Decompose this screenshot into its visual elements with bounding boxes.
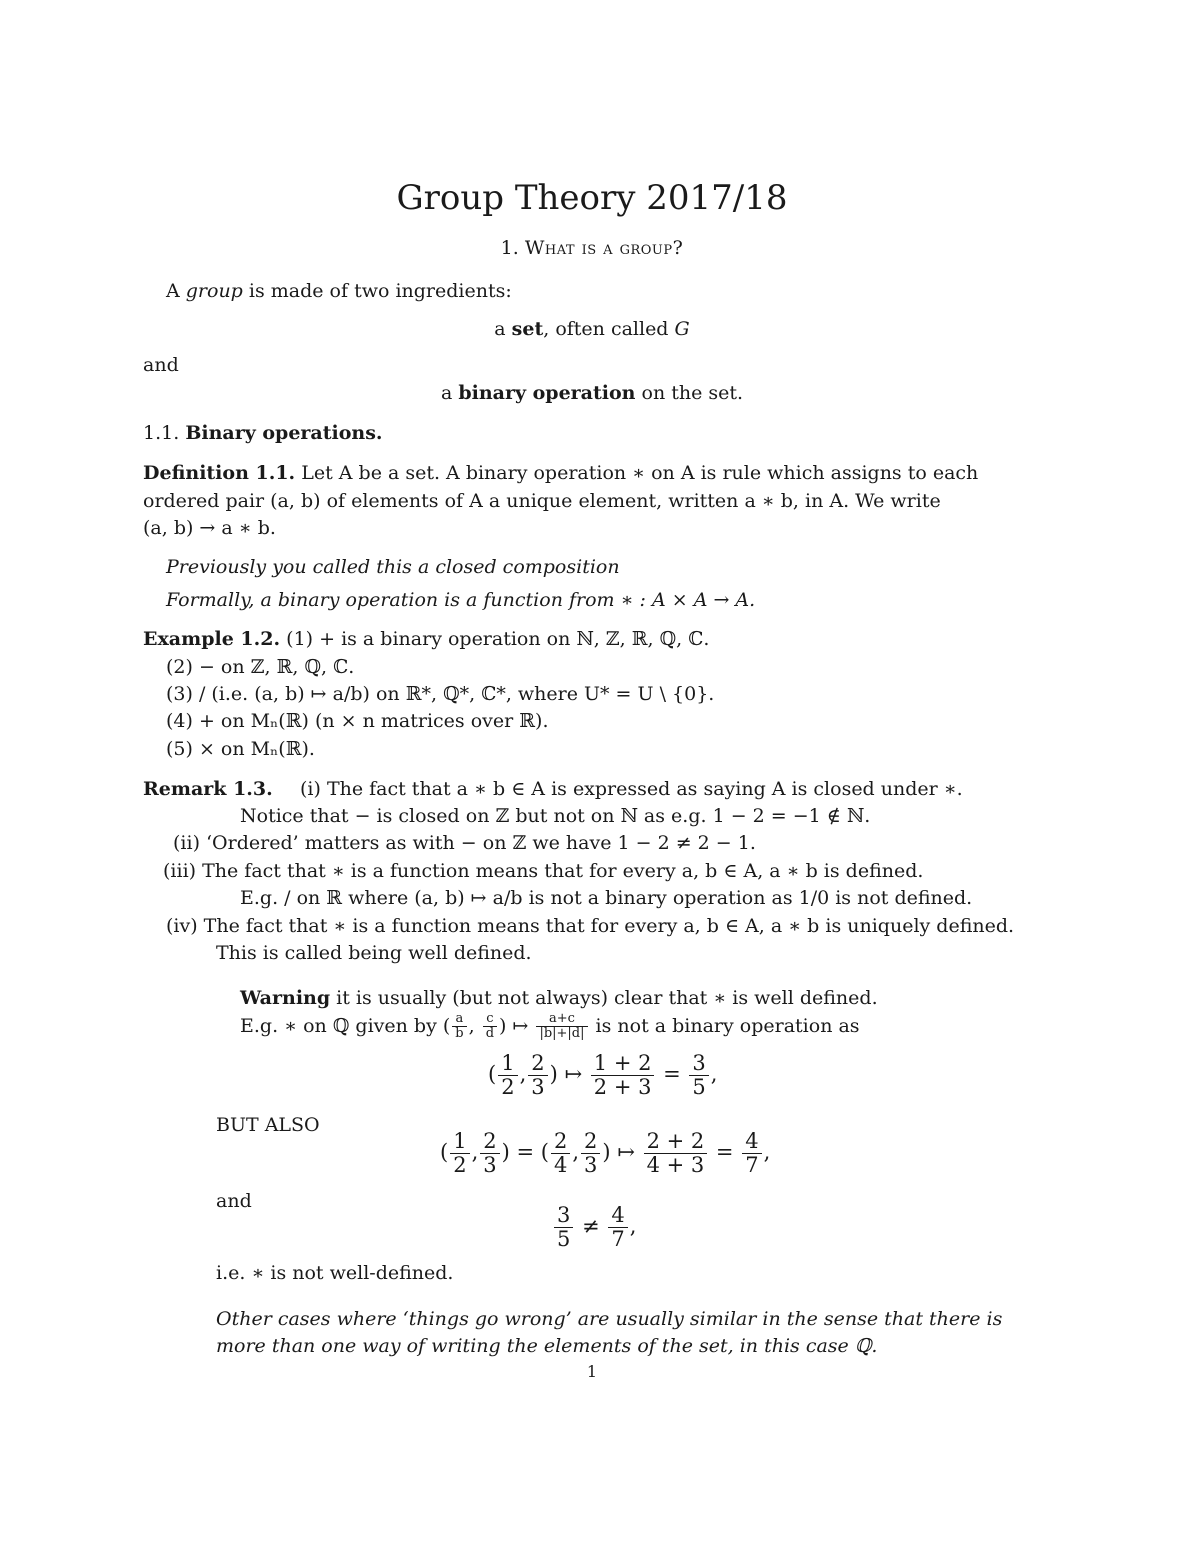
denominator: 3	[584, 1153, 598, 1178]
fraction	[689, 1052, 708, 1099]
definition-line-3: (a, b) → a ∗ b.	[143, 517, 276, 539]
denominator: 7	[611, 1227, 625, 1252]
warning-example-text-end: is not a binary operation as	[595, 1014, 860, 1037]
conclusion-text: i.e. ∗ is not well-defined.	[216, 1262, 454, 1284]
denominator: 4	[553, 1153, 568, 1178]
example-item: (2) − on ℤ, ℝ, ℚ, ℂ.	[166, 656, 355, 678]
definition-label: Definition 1.1.	[143, 462, 296, 484]
section-heading	[0, 237, 1184, 259]
example-item: (3) / (i.e. (a, b) ↦ a/b) on ℝ*, ℚ*, ℂ*, where U* = U \ {0}.	[166, 683, 715, 705]
denominator: b	[455, 1026, 464, 1042]
closing-line-2: more than one way of writing the elements of the set, in this case ℚ.	[216, 1335, 878, 1357]
denominator: 5	[557, 1227, 571, 1252]
note-formal-definition: Formally, a binary operation is a function from ∗ : A × A → A.	[166, 589, 756, 611]
numerator: 3	[689, 1052, 708, 1076]
numerator: a	[452, 1012, 466, 1027]
remark-line: This is called being well defined.	[216, 942, 532, 964]
ingredient-text-end: , often called	[543, 318, 675, 340]
intro-text-end: is made of two ingredients:	[242, 280, 512, 302]
denominator: |b|+|d|	[539, 1026, 585, 1042]
ingredient-text: a	[494, 318, 512, 340]
denominator: 7	[745, 1153, 759, 1178]
remark-line: (iv) The fact that ∗ is a function means that for every a, b ∈ A, a ∗ b is uniquely defined.	[166, 915, 1015, 937]
display-equation-1: ( $\frac{1}{2}$ , $\frac{2}{3}$ ) ↦ $\frac{1 + 2}{2 + 3}$ = $\frac{3}{5}$ ,	[488, 1051, 718, 1100]
fraction	[742, 1130, 761, 1177]
intro-paragraph	[166, 280, 512, 302]
numerator: c	[483, 1012, 497, 1027]
denominator: 3	[483, 1153, 497, 1178]
page-title: Group Theory 2017/18	[396, 178, 788, 218]
section-title: What is a group?	[524, 237, 684, 259]
fraction	[452, 1012, 466, 1042]
subsection-heading	[143, 422, 383, 444]
numerator: 3	[554, 1204, 573, 1228]
remark-line: E.g. / on ℝ where (a, b) ↦ a/b is not a binary operation as 1/0 is not defined.	[240, 887, 973, 909]
example-label: Example 1.2.	[143, 628, 281, 650]
numerator: 2	[581, 1130, 600, 1154]
remark-line: (ii) ‘Ordered’ matters as with − on ℤ we have 1 − 2 ≠ 2 − 1.	[173, 832, 756, 854]
numerator: 1	[498, 1052, 517, 1076]
numerator: 4	[608, 1204, 627, 1228]
closing-line-1: Other cases where ‘things go wrong’ are usually similar in the sense that there is	[216, 1308, 1003, 1330]
group-term: group	[185, 280, 243, 302]
remark-line: (i) The fact that a ∗ b ∈ A is expressed as saying A is closed under ∗.	[300, 778, 963, 800]
ingredient-text: a	[440, 382, 459, 404]
but-also-text: BUT ALSO	[216, 1114, 320, 1136]
numerator: 2 + 2	[644, 1130, 708, 1154]
numerator: 1 + 2	[591, 1052, 655, 1076]
denominator: 3	[531, 1075, 545, 1100]
fraction	[536, 1012, 587, 1042]
example-item: (5) × on Mₙ(ℝ).	[166, 738, 315, 760]
set-term: set	[511, 318, 544, 340]
note-closed-composition: Previously you called this a closed composition	[166, 556, 620, 578]
numerator: a+c	[536, 1012, 587, 1027]
example-item: (4) + on Mₙ(ℝ) (n × n matrices over ℝ).	[166, 710, 549, 732]
numerator: 1	[450, 1130, 469, 1154]
numerator: 4	[742, 1130, 761, 1154]
definition-line-1	[143, 462, 978, 484]
variable-g: G	[674, 318, 690, 340]
numerator: 2	[480, 1130, 499, 1154]
remark-line: (iii) The fact that ∗ is a function means that for every a, b ∈ A, a ∗ b is defined.	[163, 860, 924, 882]
warning-line-1	[240, 987, 878, 1009]
denominator: 5	[692, 1075, 706, 1100]
denominator: 2 + 3	[593, 1075, 652, 1100]
fraction	[450, 1130, 469, 1177]
warning-line-2: E.g. ∗ on ℚ given by ( $\frac{a}{b}$ , $\frac{c}{d}$ ) ↦ $\frac{a+c}{|b|+|d|}$ is not a binary operation as	[240, 1011, 860, 1042]
and-text-2: and	[216, 1190, 252, 1212]
display-equation-3: $\frac{3}{5}$ ≠ $\frac{4}{7}$ ,	[552, 1204, 636, 1251]
and-word: and	[143, 354, 179, 376]
numerator: 2	[528, 1052, 547, 1076]
display-equation-2: ( $\frac{1}{2}$ , $\frac{2}{3}$ ) = ( $\frac{2}{4}$ , $\frac{2}{3}$ ) ↦ $\frac{2 + 2}{4 + 3}$ = $\frac{4}{7}$ ,	[440, 1129, 771, 1178]
example-line-1	[143, 628, 709, 650]
fraction	[554, 1204, 573, 1251]
fraction	[608, 1204, 627, 1251]
binary-operation-term: binary operation	[458, 382, 636, 404]
fraction	[498, 1052, 517, 1099]
ingredient-text-end: on the set.	[635, 382, 744, 404]
denominator: 4 + 3	[646, 1153, 705, 1178]
section-number: 1.	[500, 237, 519, 259]
warning-text: it is usually (but not always) clear that ∗ is well defined.	[330, 987, 878, 1009]
fraction	[644, 1130, 708, 1177]
remark-line: Notice that − is closed on ℤ but not on ℕ as e.g. 1 − 2 = −1 ∉ ℕ.	[240, 805, 871, 827]
intro-text: A	[166, 280, 186, 302]
fraction	[581, 1130, 600, 1177]
page-number: 1	[586, 1362, 598, 1381]
subsection-number: 1.1.	[143, 422, 180, 444]
fraction	[480, 1130, 499, 1177]
denominator: 2	[501, 1075, 515, 1100]
fraction	[483, 1012, 497, 1042]
ingredient-operation	[0, 382, 1184, 404]
example-item: (1) + is a binary operation on ℕ, ℤ, ℝ, ℚ, ℂ.	[286, 628, 710, 650]
denominator: d	[485, 1026, 495, 1042]
numerator: 2	[551, 1130, 570, 1154]
warning-example-text: E.g. ∗ on ℚ given by	[240, 1014, 437, 1037]
denominator: 2	[453, 1153, 467, 1178]
subsection-title: Binary operations.	[185, 422, 383, 444]
definition-line-2: ordered pair (a, b) of elements of A a unique element, written a ∗ b, in A. We write	[143, 490, 941, 512]
warning-label: Warning	[240, 987, 331, 1009]
remark-label: Remark 1.3.	[143, 778, 273, 800]
definition-text: Let A be a set. A binary operation ∗ on A is rule which assigns to each	[301, 462, 979, 484]
fraction	[591, 1052, 655, 1099]
ingredient-set	[0, 318, 1184, 340]
fraction	[551, 1130, 570, 1177]
fraction	[528, 1052, 547, 1099]
